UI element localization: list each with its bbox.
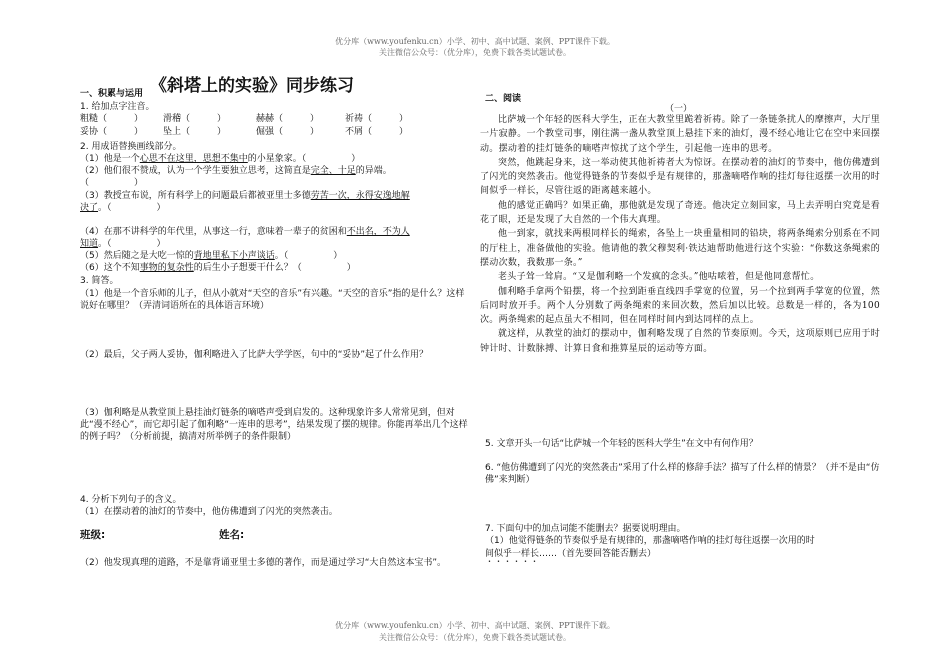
- passage-part-label: （一）: [665, 104, 693, 114]
- text: （首先要回答能否删去）: [557, 549, 657, 559]
- underlined-text: 劳苦一次，永得安逸地解: [310, 191, 410, 201]
- question-7-1: （1）他觉得链条的节奏似乎是有规律的，那盏嘀嗒作响的挂灯每往返摆一次用的时: [485, 536, 815, 546]
- header-line-1: 优分库（www.youfenku.cn）小学、初中、高中试题、案例、PPT课件下载。: [335, 37, 615, 46]
- text: 的小星象家。（ ）: [247, 154, 361, 164]
- header-line-2: 关注微信公众号：（优分库），免费下载各类试题试卷。: [379, 48, 571, 57]
- question-2-4-cont: [80, 238, 166, 250]
- underlined-text: 决了: [80, 203, 99, 213]
- underlined-text: 心思不在这里，思想不集中: [139, 154, 248, 164]
- question-2-6: [80, 262, 356, 274]
- passage-paragraph: 突然，他跳起身来，这一举动使其他祈祷者大为惊讶。在摆动着的油灯的节奏中，他仿佛遭到了闪光的突然袭击。他觉得链条的节奏似乎是有规律的，那盏嘀嗒作响的挂灯每往返摆一次用的时间似乎一样长，尽管往返的距离越来越小。: [480, 157, 880, 197]
- page-title: 《斜塔上的实验》同步练习: [150, 76, 354, 96]
- passage-paragraph: 老头子耸一耸肩。“又是伽利略一个发疯的念头。”他咕哝着，但是他同意帮忙。: [498, 272, 820, 283]
- question-2-3-cont: [80, 202, 166, 214]
- text: 的异端。: [355, 166, 392, 176]
- question-5: 5. 文章开头一句话“比萨城一个年轻的医科大学生”在文中有何作用？: [485, 439, 758, 449]
- passage-paragraph: 就这样，从教堂的油灯的摆动中，伽利略发现了自然的节奏原则。今天，这项原则已应用于时钟计时、计数脉搏、计算日食和推算星辰的运动等方面。: [480, 329, 880, 354]
- class-label: 班级:: [80, 529, 106, 541]
- pinyin-item: 祈祷（ ）: [345, 114, 409, 124]
- pinyin-item: 倔强（ ）: [256, 127, 320, 137]
- text: （3）教授宣布说，所有科学上的问题最后都被亚里士多德: [80, 191, 311, 201]
- pinyin-item: 粗糙（ ）: [80, 114, 144, 124]
- underlined-text: 事物的复杂性: [139, 263, 194, 273]
- text: （2）他们很不赞成，认为一个学生要独立思考，这简直是: [80, 166, 311, 176]
- dotted-text: 间似乎一样长……: [485, 549, 558, 559]
- text: 。（ ）: [274, 251, 343, 261]
- underlined-text: 背地里私下小声谈话: [193, 251, 275, 261]
- text: （4）在那不讲科学的年代里，从事这一行，意味着一辈子的贫困和: [80, 227, 347, 237]
- text: （6）这个不知: [80, 263, 140, 273]
- question-2-2: [80, 165, 392, 177]
- underlined-text: 不出名，不为人: [346, 227, 410, 237]
- question-6: 6. “他仿佛遭到了闪光的突然袭击”采用了什么样的修辞手法？描写了什么样的情景？（并不是由“仿佛”来判断）: [485, 463, 880, 485]
- question-2-4: [80, 226, 410, 238]
- footer-line-1: 优分库（www.youfenku.cn）小学、初中、高中试题、案例、PPT课件下载。: [335, 621, 615, 630]
- pinyin-item: 坠上（ ）: [163, 127, 227, 137]
- section-heading-2: 二、阅读: [485, 94, 522, 104]
- footer-line-2: 关注微信公众号：（优分库），免费下载各类试题试卷。: [379, 633, 571, 642]
- question-2: 2. 用成语替换画线部分。: [80, 142, 182, 152]
- passage-paragraph: 伽利略手拿两个铅摆，将一个拉到距垂直线四手掌宽的位置，另一个拉到两手掌宽的位置，然后同时放开手。两个人分别数了两条绳索的来回次数，然后加以比较。总数是一样的，各为100次。两条绳索的起点虽大不相同，但在同样时间内到达同样的点上。: [480, 286, 880, 326]
- text: 。（ ）: [98, 203, 166, 213]
- section-heading-1: 一、积累与运用: [80, 89, 144, 99]
- passage-paragraph: 他一到家，就找来两根同样长的绳索，各坠上一块重量相同的铅块，将两条绳索分别系在不同的厅柱上，准备做他的实验。他请他的教父穆契利·铁达迪帮助他进行这个实验：“你数这条绳索的摆动次数，我数那一条。”: [480, 229, 880, 268]
- question-3-2: （2）最后，父子两人妥协，伽利略进入了比萨大学学医，句中的“妥协”起了什么作用？: [80, 350, 429, 360]
- text: （1）他是一个: [80, 154, 140, 164]
- passage-paragraph: 比萨城一个年轻的医科大学生，正在大教堂里跪着祈祷。除了一条链条扰人的摩擦声，大厅里一片寂静。一个教堂司事，刚往满一盏从教堂顶上悬挂下来的油灯，漫不经心地让它在空中来回摆动。摆动着的挂灯链条的嘀嗒声惊扰了这个学生，引起他一连串的思考。: [480, 115, 880, 154]
- pinyin-item: 滑稽（ ）: [163, 114, 227, 124]
- question-3-1: （1）他是一个音乐师的儿子，但从小就对“天空的音乐”有兴趣。“天空的音乐”指的是什么？这样说好在哪里？（弄清词语所在的具体语言环境）: [80, 289, 465, 311]
- pinyin-item: 赫赫（ ）: [256, 114, 320, 124]
- question-4-1: （1）在摆动着的油灯的节奏中，他仿佛遭到了闪光的突然袭击。: [80, 507, 338, 517]
- question-1: 1. 给加点字注音。: [80, 102, 155, 112]
- underlined-text: 知道: [80, 239, 99, 249]
- question-2-5: [80, 250, 342, 262]
- question-7-1-cont: [485, 548, 656, 565]
- question-3-3: （3）伽利略是从教堂顶上悬挂油灯链条的嘀嗒声受到启发的。这种现象许多人常常见到，但对此“漫不经心”，而它却引起了伽利略“一连串的思考”，结果发现了摆的规律。你能再举出几个这样的例子吗？（分析前提，搞清对所举例子的条件限制）: [80, 408, 468, 442]
- text: 。（ ）: [98, 239, 166, 249]
- question-3: 3. 简答。: [80, 276, 119, 286]
- text: （5）然后随之是大吃一惊的: [80, 251, 194, 261]
- reading-passage: [480, 113, 880, 356]
- answer-blank: （ ）: [80, 178, 144, 188]
- question-2-1: [80, 153, 360, 165]
- pinyin-item: 妥协（ ）: [80, 127, 144, 137]
- question-7: 7. 下面句中的加点词能不能删去？据要说明理由。: [485, 524, 686, 534]
- pinyin-item: 不屑（ ）: [345, 127, 409, 137]
- text: 的后生小子想要干什么？（ ）: [193, 263, 356, 273]
- underlined-text: 完全、十足: [310, 166, 356, 176]
- name-label: 姓名:: [219, 529, 245, 541]
- question-4-2: （2）他发现真理的道路，不是靠背诵亚里士多德的著作，而是通过学习“大自然这本宝书”。: [80, 558, 447, 568]
- passage-paragraph: 他的感觉正确吗？如果正确，那他就是发现了奇迹。他决定立刻回家，马上去弄明白究竟是看花了眼，还是发现了大自然的一个伟大真理。: [480, 200, 880, 226]
- question-2-3: [80, 190, 410, 202]
- question-4: 4. 分析下列句子的含义。: [80, 495, 182, 505]
